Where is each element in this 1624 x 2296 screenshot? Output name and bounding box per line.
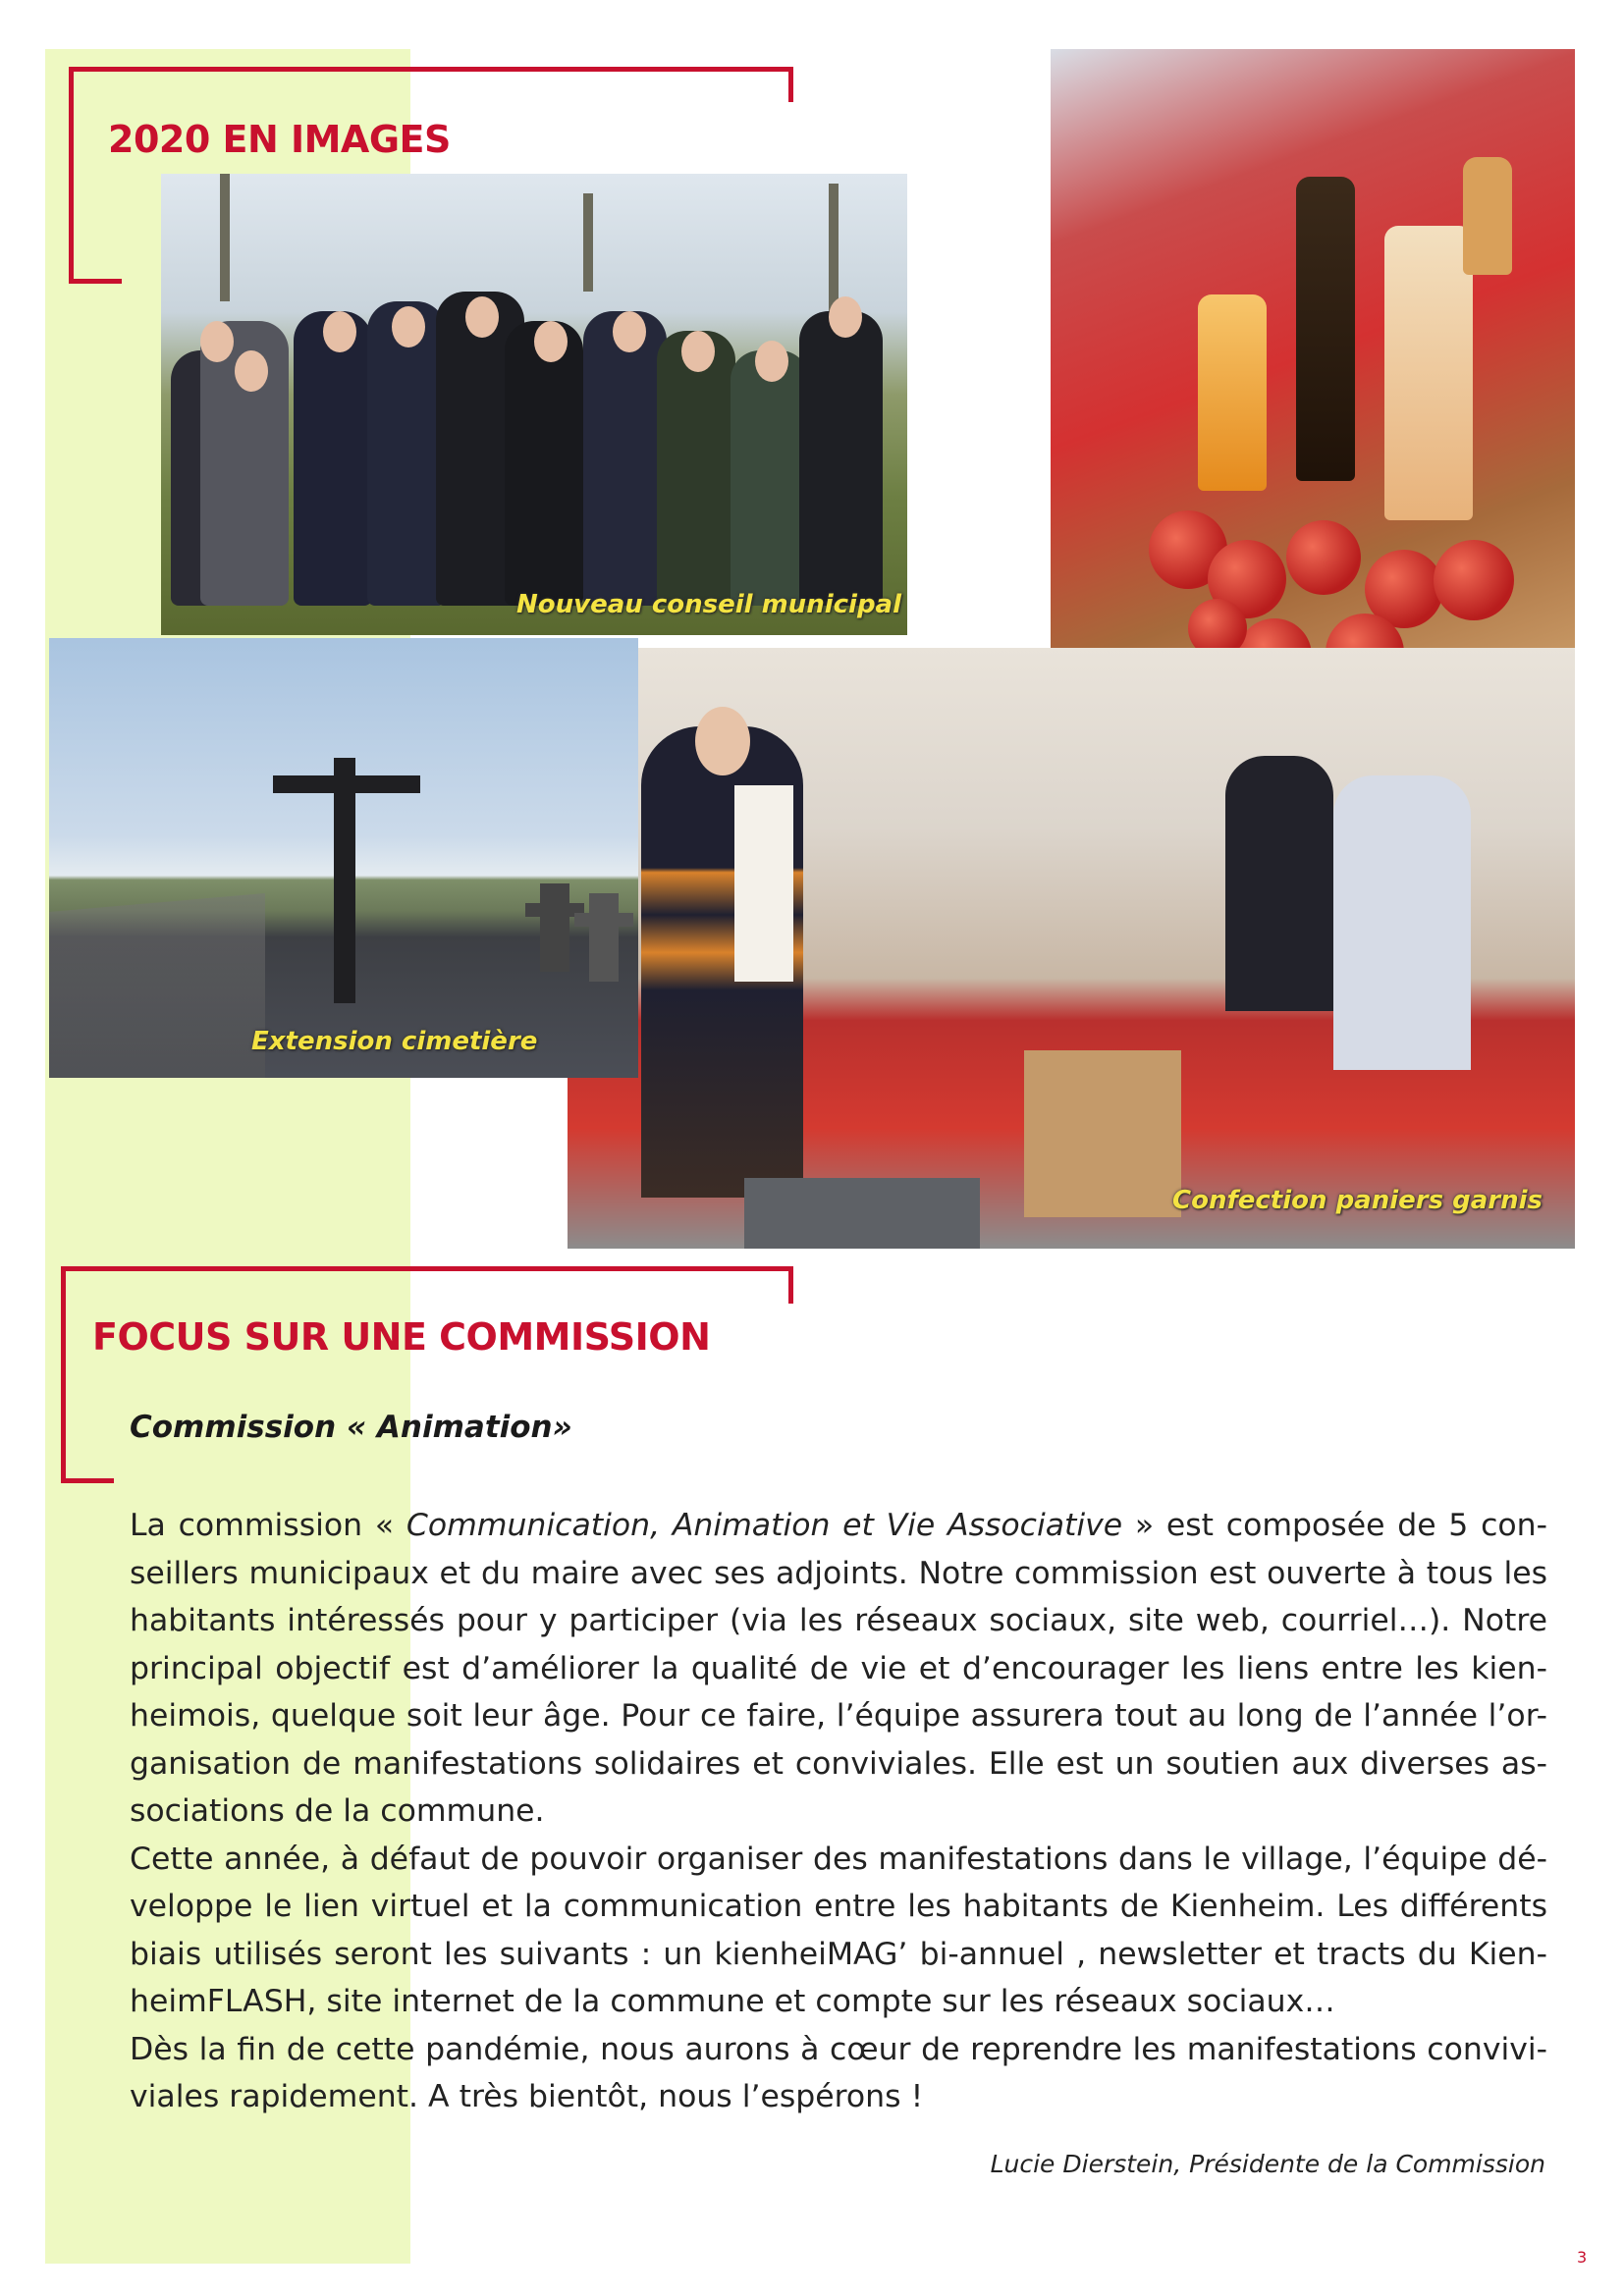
article-line: biais utilisés seront les suivants : un kienheiMAG’ bi-annuel , newsletter et tracts du Kien- [130, 1936, 1547, 1972]
article-line: heimois, quelque soit leur âge. Pour ce faire, l’équipe assurera tout au long de l’année l’or- [130, 1698, 1547, 1734]
section-title-images: 2020 EN IMAGES [108, 118, 451, 161]
photo-panier-garni [1051, 49, 1575, 748]
section-title-focus: FOCUS SUR UNE COMMISSION [92, 1315, 711, 1359]
article-line: Dès la fin de cette pandémie, nous aurons à cœur de reprendre les manifestations convivi- [130, 2031, 1547, 2067]
caption-conseil: Nouveau conseil municipal [516, 590, 902, 619]
cross-shape [334, 758, 355, 1003]
signature: Lucie Dierstein, Présidente de la Commission [990, 2150, 1545, 2178]
commission-subtitle: Commission « Animation» [130, 1410, 572, 1445]
article-line: sociations de la commune. [130, 1793, 545, 1829]
article-line: viales rapidement. A très bientôt, nous l’espérons ! [130, 2079, 924, 2114]
photo-extension-cimetiere [49, 638, 638, 1078]
frame-top-line [61, 1266, 793, 1271]
article-line: habitants intéressés pour y participer (via les réseaux sociaux, site web, courriel…). Notre [130, 1603, 1547, 1638]
frame-left-line [69, 67, 74, 283]
frame-bottom-tick [69, 279, 122, 284]
article-line: Cette année, à défaut de pouvoir organiser des manifestations dans le village, l’équipe dé- [130, 1841, 1547, 1877]
caption-confection: Confection paniers garnis [1172, 1186, 1543, 1215]
frame-bottom-tick [61, 1478, 114, 1483]
article-body [130, 1502, 1547, 2121]
page-number: 3 [1577, 2248, 1588, 2267]
frame-right-tick [788, 67, 793, 102]
caption-cimetiere: Extension cimetière [251, 1027, 538, 1056]
article-line: heimFLASH, site internet de la commune et compte sur les réseaux sociaux… [130, 1984, 1335, 2019]
article-line: veloppe le lien virtuel et la communication entre les habitants de Kienheim. Les différents [130, 1889, 1547, 1924]
article-line: seillers municipaux et du maire avec ses adjoints. Notre commission est ouverte à tous les [130, 1555, 1547, 1591]
frame-top-line [69, 67, 793, 72]
article-line: La commission « Communication, Animation et Vie Associative » est composée de 5 con- [130, 1508, 1547, 1543]
frame-right-tick [788, 1266, 793, 1304]
frame-left-line [61, 1266, 66, 1482]
article-line: principal objectif est d’améliorer la qualité de vie et d’encourager les liens entre les kien- [130, 1650, 1547, 1686]
photo-confection-paniers [568, 648, 1575, 1249]
photo-conseil-municipal [161, 174, 907, 635]
article-line: ganisation de manifestations solidaires et conviviales. Elle est un soutien aux diverses as- [130, 1745, 1547, 1782]
